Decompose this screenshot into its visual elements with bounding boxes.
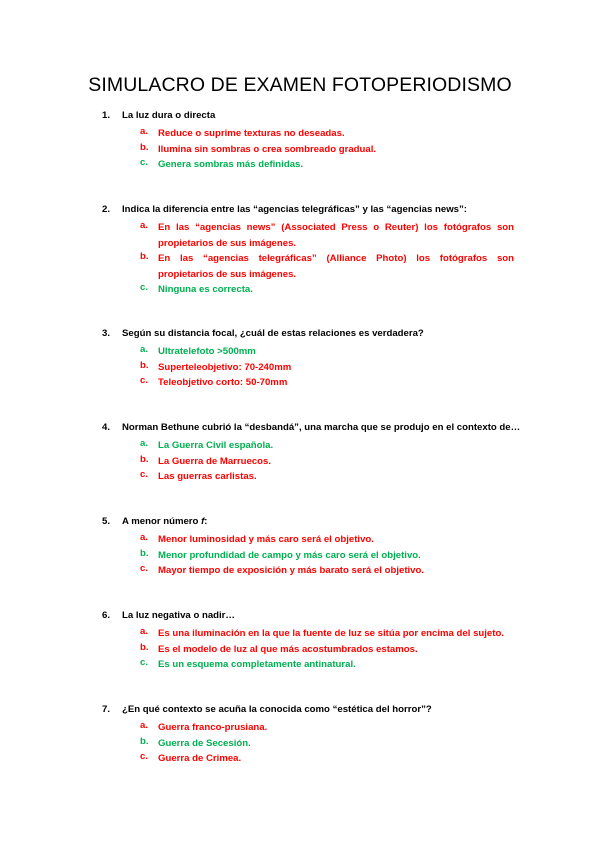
question-5 <box>0 516 600 579</box>
question-6-option-c <box>0 657 600 673</box>
question-2-option-c <box>0 282 600 298</box>
question-text <box>122 516 207 527</box>
option-text: Ultratelefoto >500mm <box>158 346 256 357</box>
question-number: 1. <box>102 110 111 121</box>
option-letter: c. <box>140 563 149 574</box>
question-2 <box>0 204 600 298</box>
question-1 <box>0 110 600 173</box>
option-text: La Guerra Civil española. <box>158 440 274 451</box>
option-text: La Guerra de Marruecos. <box>158 455 272 467</box>
option-letter: a. <box>140 438 149 449</box>
question-3-option-c <box>0 375 600 391</box>
option-text: Es una iluminación en la que la fuente de luz se sitúa por encima del sujeto. <box>158 628 504 639</box>
question-text: Según su distancia focal, ¿cuál de estas relaciones es verdadera? <box>122 328 424 339</box>
option-text: Superteleobjetivo: 70-240mm <box>158 361 292 373</box>
question-text-suffix: : <box>204 516 208 527</box>
option-text: Reduce o suprime texturas no deseadas. <box>158 128 345 139</box>
option-text: Guerra franco-prusiana. <box>158 722 268 733</box>
option-letter: a. <box>140 720 149 731</box>
question-4-stem <box>0 422 600 438</box>
question-text: ¿En qué contexto se acuña la conocida como “estética del horror”? <box>122 704 432 715</box>
question-1-option-c <box>0 157 600 173</box>
option-letter: b. <box>140 141 149 153</box>
question-4 <box>0 422 600 485</box>
question-1-option-b <box>0 142 600 158</box>
option-letter: a. <box>140 626 149 637</box>
option-letter: b. <box>140 453 149 465</box>
question-5-option-c <box>0 563 600 579</box>
option-text: Genera sombras más definidas. <box>158 159 304 170</box>
question-4-option-b <box>0 454 600 470</box>
question-7-option-c <box>0 751 600 767</box>
question-5-option-a <box>0 532 600 548</box>
option-letter: b. <box>140 641 149 653</box>
question-number: 4. <box>102 422 111 433</box>
option-letter: b. <box>140 735 149 747</box>
question-number: 2. <box>102 204 111 215</box>
question-7 <box>0 704 600 767</box>
option-letter: c. <box>140 282 149 293</box>
question-3-option-b <box>0 360 600 376</box>
question-1-option-a <box>0 126 600 142</box>
option-text: Es un esquema completamente antinatural. <box>158 659 356 670</box>
option-text: En las “agencias telegráficas” (Alliance Photo) los fotógrafos son propietarios de sus imágenes. <box>158 253 514 280</box>
option-text: En las “agencias news” (Associated Press o Reuter) los fotógrafos son propietarios de sus imágenes. <box>158 222 514 249</box>
option-letter: a. <box>140 220 149 231</box>
option-letter: c. <box>140 375 149 386</box>
question-number: 6. <box>102 610 111 621</box>
option-letter: a. <box>140 344 149 355</box>
question-text-main: A menor número <box>122 516 202 527</box>
f-number-symbol: f <box>201 516 205 527</box>
question-4-option-a <box>0 438 600 454</box>
option-text: Ilumina sin sombras o crea sombreado gradual. <box>158 143 377 155</box>
question-7-option-a <box>0 720 600 736</box>
question-2-option-b <box>0 251 600 282</box>
question-6-option-a <box>0 626 600 642</box>
question-2-option-a <box>0 220 600 251</box>
question-6-stem <box>0 610 600 626</box>
question-1-stem <box>0 110 600 126</box>
question-text: Indica la diferencia entre las “agencias telegráficas” y las “agencias news”: <box>122 204 468 215</box>
question-7-option-b <box>0 736 600 752</box>
question-3 <box>0 328 600 391</box>
option-letter: c. <box>140 469 149 480</box>
option-letter: b. <box>140 251 149 262</box>
question-3-option-a <box>0 344 600 360</box>
option-text: Teleobjetivo corto: 50-70mm <box>158 377 288 388</box>
option-text: Mayor tiempo de exposición y más barato será el objetivo. <box>158 565 425 576</box>
option-letter: b. <box>140 547 149 559</box>
question-3-stem <box>0 328 600 344</box>
question-5-option-b <box>0 548 600 564</box>
option-text: Las guerras carlistas. <box>158 471 257 482</box>
option-text: Ninguna es correcta. <box>158 284 253 295</box>
question-number: 5. <box>102 516 111 527</box>
option-text: Es el modelo de luz al que más acostumbrados estamos. <box>158 643 418 655</box>
question-text: Norman Bethune cubrió la “desbandá”, una marcha que se produjo en el contexto de… <box>122 422 521 433</box>
option-text: Guerra de Crimea. <box>158 753 242 764</box>
option-letter: c. <box>140 751 149 762</box>
option-text: Menor luminosidad y más caro será el objetivo. <box>158 534 374 545</box>
question-number: 7. <box>102 704 111 715</box>
question-7-stem <box>0 704 600 720</box>
option-letter: c. <box>140 657 149 668</box>
question-6-option-b <box>0 642 600 658</box>
option-letter: a. <box>140 126 149 137</box>
option-text: Menor profundidad de campo y más caro será el objetivo. <box>158 549 421 561</box>
question-text: La luz negativa o nadir… <box>122 610 236 621</box>
option-letter: a. <box>140 532 149 543</box>
question-2-stem <box>0 204 600 220</box>
option-text: Guerra de Secesión. <box>158 737 251 749</box>
question-6 <box>0 610 600 673</box>
question-number: 3. <box>102 328 111 339</box>
question-text: La luz dura o directa <box>122 110 216 121</box>
page-title: SIMULACRO DE EXAMEN FOTOPERIODISMO <box>88 74 512 96</box>
option-letter: b. <box>140 359 149 371</box>
option-letter: c. <box>140 157 149 168</box>
question-5-stem <box>0 516 600 532</box>
question-4-option-c <box>0 469 600 485</box>
